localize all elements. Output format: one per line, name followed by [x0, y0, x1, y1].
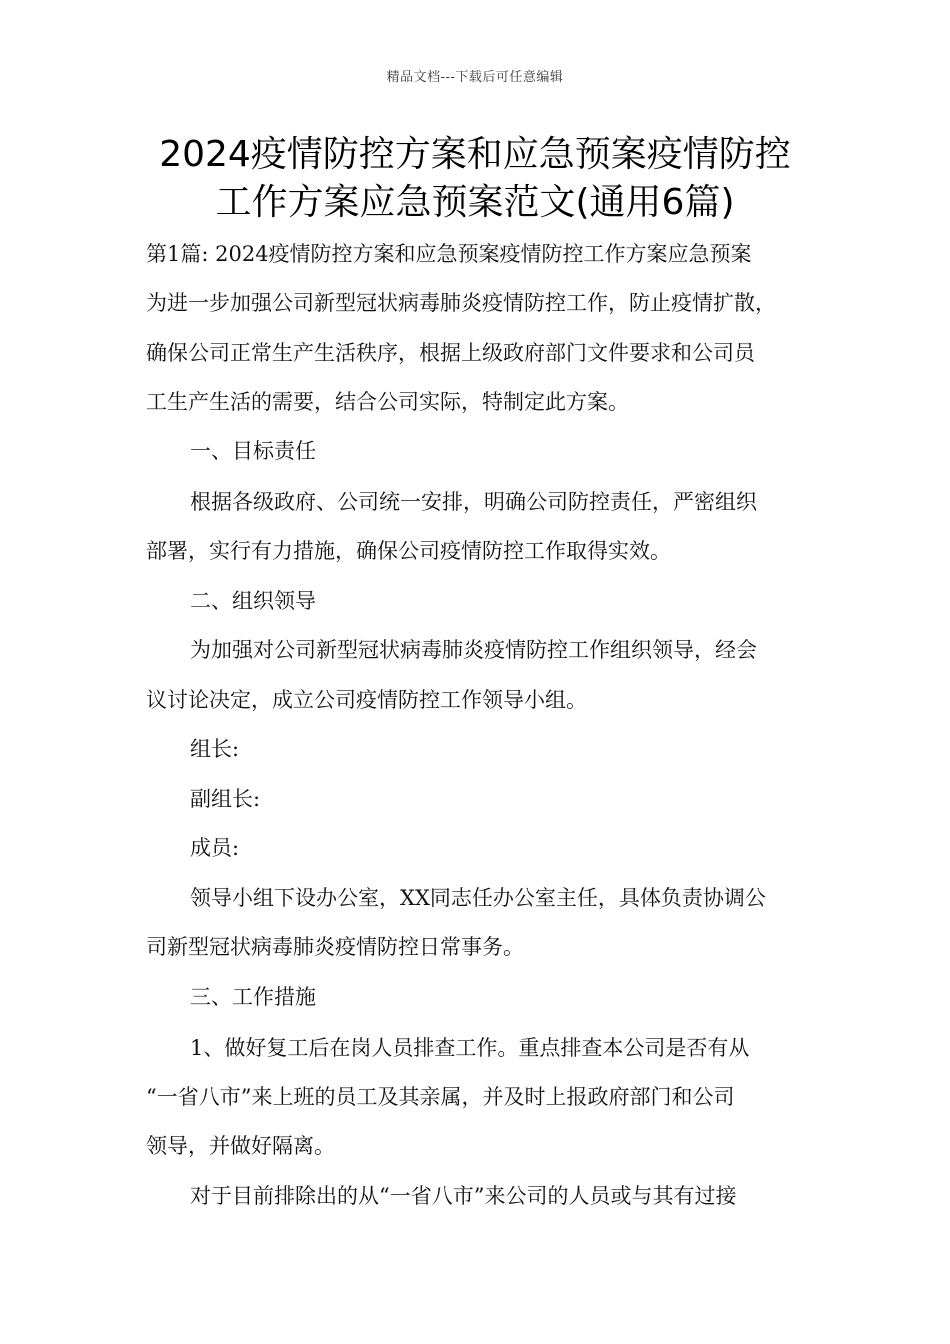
paragraph-line: 1、做好复工后在岗人员排查工作。重点排查本公司是否有从 — [190, 1036, 750, 1060]
heading-target-responsibility: 一、目标责任 — [190, 439, 316, 463]
paragraph-line: 对于目前排除出的从“一省八市”来公司的人员或与其有过接 — [190, 1184, 737, 1208]
header-note: 精品文档---下载后可任意编辑 — [386, 70, 564, 85]
deputy-team-leader-label: 副组长: — [190, 787, 261, 811]
paragraph-line: 领导，并做好隔离。 — [146, 1134, 335, 1158]
document-title-line-1: 2024疫情防控方案和应急预案疫情防控 — [159, 134, 791, 175]
document-title-line-2: 工作方案应急预案范文(通用6篇) — [215, 182, 735, 223]
paragraph-line: 部署，实行有力措施，确保公司疫情防控工作取得实效。 — [146, 539, 671, 563]
members-label: 成员: — [190, 836, 240, 860]
paragraph-line: 确保公司正常生产生活秩序，根据上级政府部门文件要求和公司员 — [146, 341, 755, 365]
heading-work-measures: 三、工作措施 — [190, 985, 316, 1009]
paragraph-line: 领导小组下设办公室，XX同志任办公室主任，具体负责协调公 — [190, 886, 766, 910]
paragraph-line: 议讨论决定，成立公司疫情防控工作领导小组。 — [146, 688, 587, 712]
paragraph-line: 工生产生活的需要，结合公司实际，特制定此方案。 — [146, 390, 629, 414]
paragraph-line: 司新型冠状病毒肺炎疫情防控日常事务。 — [146, 935, 524, 959]
section-heading-part-1: 第1篇: 2024疫情防控方案和应急预案疫情防控工作方案应急预案 — [146, 242, 752, 266]
paragraph-line: “一省八市”来上班的员工及其亲属，并及时上报政府部门和公司 — [146, 1085, 735, 1109]
paragraph-line: 为加强对公司新型冠状病毒肺炎疫情防控工作组织领导，经会 — [190, 638, 757, 662]
paragraph-line: 根据各级政府、公司统一安排，明确公司防控责任，严密组织 — [190, 490, 757, 514]
team-leader-label: 组长: — [190, 737, 240, 761]
heading-organization-leadership: 二、组织领导 — [190, 589, 316, 613]
paragraph-line: 为进一步加强公司新型冠状病毒肺炎疫情防控工作，防止疫情扩散， — [146, 291, 776, 315]
